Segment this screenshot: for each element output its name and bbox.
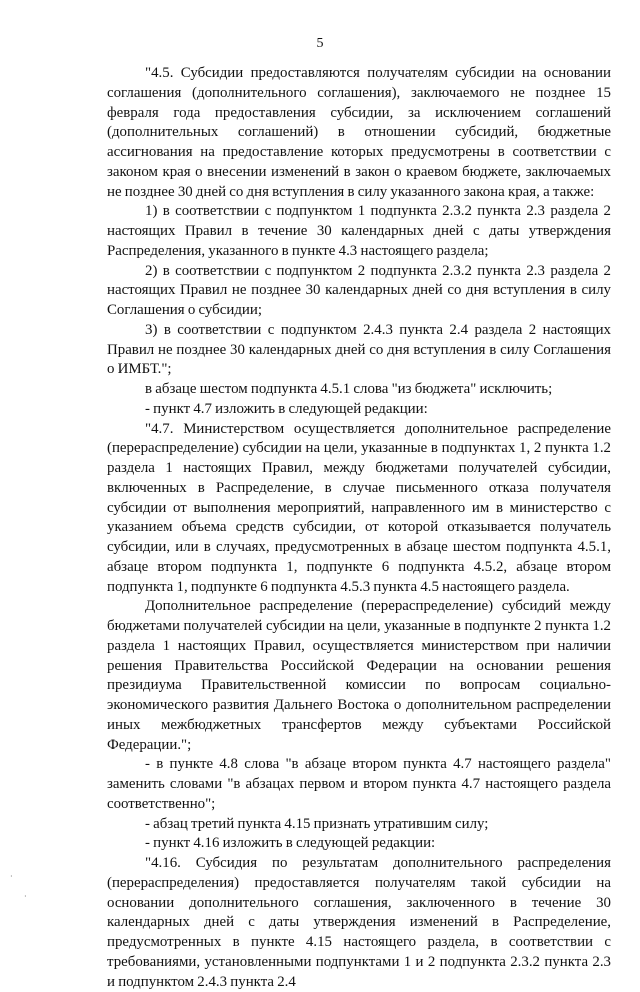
- paragraph-subitem-1: 1) в соответствии с подпунктом 1 подпункта 2.3.2 пункта 2.3 раздела 2 настоящих Правил в течение 30 календарных дней с даты утверждения Распределения, указанного в пункте 4.3 настоящего раздела;: [107, 203, 611, 259]
- paragraph-4-16: "4.16. Субсидия по результатам дополнительного распределения (перераспределения) предоставляется получателям такой субсидии на основании дополнительного соглашения, заключенного в течение 30 календарных дней с даты утверждения изменений в Распределение, предусмотренных в пункте 4.15 настоящего раздела, в соответствии с требованиями, установленными подпунктами 1 и 2 подпункта 2.3.2 пункта 2.3 и подпунктом 2.4.3 пункта 2.4: [107, 855, 611, 990]
- paragraph-4-7-intro: - пункт 4.7 изложить в следующей редакции:: [145, 400, 428, 417]
- page-number: 5: [316, 36, 324, 51]
- paragraph-subitem-2: 2) в соответствии с подпунктом 2 подпункта 2.3.2 пункта 2.3 раздела 2 настоящих Правил не позднее 30 календарных дней со дня вступления в силу Соглашения о субсидии;: [107, 262, 611, 318]
- paragraph-4-5: "4.5. Субсидии предоставляются получателям субсидии на основании соглашения (дополнительного соглашения), заключаемого не позднее 15 февраля года предоставления субсидии, за исключением соглашений (дополнительных соглашений) в отношении субсидий, бюджетные ассигнования на предоставление которых предусмотрены в соответствии с законом края о внесении изменений в закон о краевом бюджете, заключаемых не позднее 30 дней со дня вступления в силу указанного закона края, а также:: [107, 65, 611, 200]
- paragraph-4-16-intro: - пункт 4.16 изложить в следующей редакции:: [145, 835, 436, 852]
- scan-speck: ·: [10, 872, 13, 881]
- document-body: [107, 64, 611, 992]
- paragraph-subitem-3: 3) в соответствии с подпунктом 2.4.3 пункта 2.4 раздела 2 настоящих Правил не позднее 30 календарных дней со дня вступления в силу Соглашения о ИМБТ.";: [107, 321, 611, 378]
- paragraph-4-15-amendment: - абзац третий пункта 4.15 признать утратившим силу;: [145, 815, 489, 832]
- paragraph-4-8-amendment: - в пункте 4.8 слова "в абзаце втором пункта 4.7 настоящего раздела" заменить словами "в абзацах первом и втором пункта 4.7 настоящего раздела соответственно";: [107, 756, 611, 812]
- paragraph-additional-distribution: Дополнительное распределение (перераспределение) субсидий между бюджетами получателей субсидии на цели, указанные в подпункте 2 пункта 1.2 раздела 1 настоящих Правил, осуществляется министерством при наличии решения Правительства Российской Федерации на основании решения президиума Правительственной комиссии по вопросам социально-экономического развития Дальнего Востока о дополнительном распределении иных межбюджетных трансфертов между субъектами Российской Федерации.";: [107, 598, 611, 753]
- paragraph-4-5-1-amendment: в абзаце шестом подпункта 4.5.1 слова "из бюджета" исключить;: [145, 381, 553, 397]
- paragraph-4-7: "4.7. Министерством осуществляется дополнительное распределение (перераспределение) субсидии на цели, указанные в подпунктах 1, 2 пункта 1.2 раздела 1 настоящих Правил, между бюджетами получателей субсидии, включенных в Распределение, в случае письменного отказа получателя субсидии от выполнения мероприятий, направленного им в министерство с указанием объема средств субсидии, от которой отказывается получатель субсидии, или в случаях, предусмотренных в абзаце шестом подпункта 4.5.1, абзаце втором подпункта 1, подпункте 6 подпункта 4.5.2, абзаце втором подпункта 1, подпункте 6 подпункта 4.5.3 пункта 4.5 настоящего раздела.: [107, 420, 611, 595]
- scan-speck: ·: [24, 892, 27, 901]
